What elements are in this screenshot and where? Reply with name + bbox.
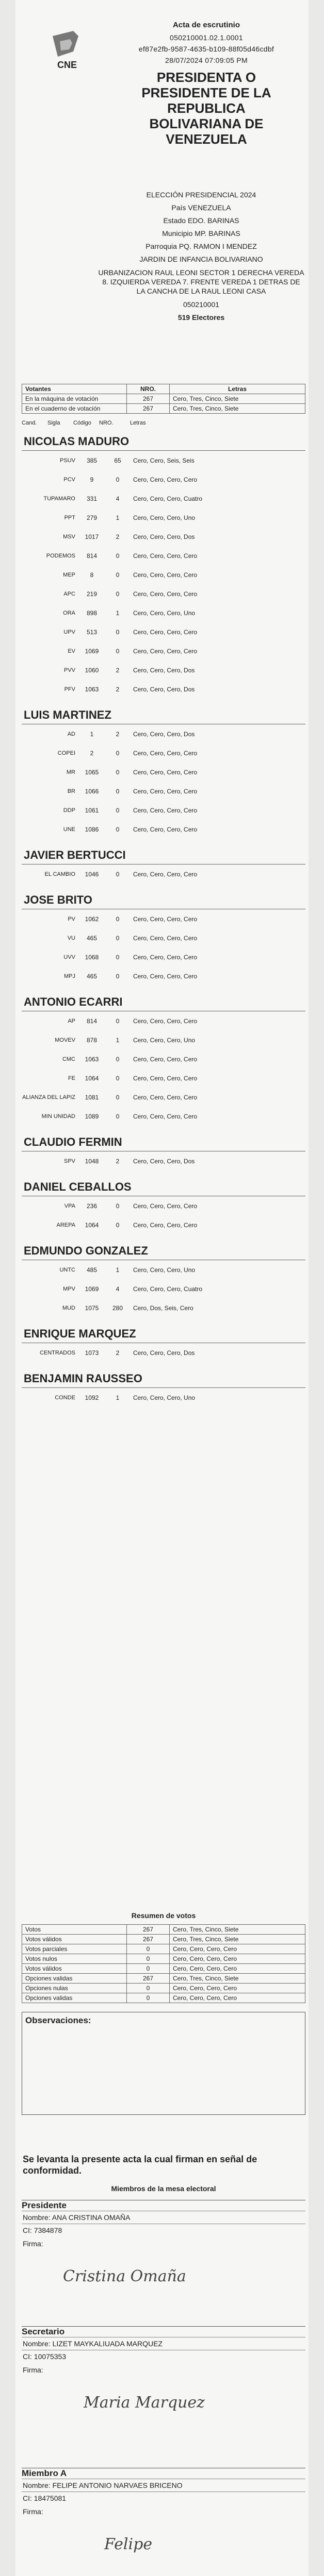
table-row: Opciones validas 267 Cero, Tres, Cinco, Siete	[22, 1974, 305, 1984]
party-votos: 0	[116, 1017, 120, 1025]
member-signature: Maria Marquez	[84, 2394, 205, 2412]
party-sigla: TUPAMARO	[43, 495, 75, 502]
party-codigo: 219	[86, 590, 98, 598]
candidate-name: ANTONIO ECARRI	[22, 992, 305, 1011]
table-row: Opciones nulas 0 Cero, Cero, Cero, Cero	[22, 1984, 305, 1993]
member-ci: CI: 7384878	[23, 2226, 62, 2234]
party-codigo: 1063	[85, 1055, 99, 1063]
party-letras: Cero, Cero, Cero, Cuatro	[133, 1285, 203, 1293]
party-letras: Cero, Cero, Cero, Uno	[133, 1394, 196, 1401]
resumen-title: Resumen de votos	[131, 1911, 196, 1920]
country-title: PRESIDENTA O PRESIDENTE DE LA REPUBLICA BOLIVARIANA DE VENEZUELA	[141, 70, 271, 147]
party-codigo: 513	[86, 628, 98, 636]
party-sigla: VU	[67, 935, 75, 941]
party-row	[22, 1279, 305, 1298]
acta-uuid: ef87e2fb-9587-4635-b109-88f05d46cdbf	[138, 45, 274, 53]
candidate-name: LUIS MARTINEZ	[22, 705, 305, 724]
party-letras: Cero, Cero, Cero, Cero	[133, 825, 198, 833]
party-votos: 0	[116, 870, 120, 878]
party-votos: 4	[116, 1285, 120, 1293]
party-letras: Cero, Cero, Cero, Cuatro	[133, 495, 203, 502]
candidate-block	[22, 845, 305, 884]
party-letras: Cero, Cero, Cero, Cero	[133, 972, 198, 980]
party-row	[22, 641, 305, 660]
party-row	[22, 1011, 305, 1030]
observaciones-box	[22, 2012, 305, 2115]
party-letras: Cero, Cero, Cero, Cero	[133, 768, 198, 776]
party-codigo: 279	[86, 514, 98, 521]
party-sigla: MEP	[63, 571, 75, 578]
party-codigo: 1065	[85, 768, 99, 776]
member-ci: CI: 18475081	[23, 2494, 67, 2502]
header-text-block	[106, 21, 307, 149]
party-codigo: 814	[86, 552, 98, 560]
party-row	[22, 527, 305, 546]
candidate-name: JOSE BRITO	[22, 890, 305, 909]
candidate-block	[22, 432, 305, 699]
party-votos: 0	[116, 628, 120, 636]
party-sigla: UVV	[63, 954, 75, 960]
party-sigla: FE	[68, 1075, 75, 1081]
pais: País VENEZUELA	[171, 204, 231, 212]
member-nombre: Nombre: FELIPE ANTONIO NARVAES BRICENO	[22, 2479, 305, 2492]
party-codigo: 1089	[85, 1112, 99, 1120]
party-row	[22, 1030, 305, 1049]
party-row	[22, 1260, 305, 1279]
party-votos: 1	[116, 514, 120, 521]
party-sigla: PCV	[63, 476, 75, 483]
party-codigo: 1017	[85, 533, 99, 540]
party-votos: 1	[116, 1394, 120, 1401]
party-votos: 0	[116, 1221, 120, 1229]
party-letras: Cero, Cero, Cero, Cero	[133, 1074, 198, 1082]
party-votos: 2	[116, 666, 120, 674]
party-votos: 0	[116, 934, 120, 942]
party-letras: Cero, Cero, Cero, Dos	[133, 533, 195, 540]
party-votos: 0	[116, 552, 120, 560]
party-letras: Cero, Cero, Cero, Cero	[133, 1017, 198, 1025]
party-codigo: 1048	[85, 1157, 99, 1165]
party-row	[22, 1107, 305, 1126]
party-votos: 0	[116, 1202, 120, 1210]
party-sigla: PV	[68, 916, 75, 922]
observaciones-label: Observaciones:	[25, 2015, 91, 2025]
party-sigla: PFV	[64, 686, 75, 692]
party-codigo: 1064	[85, 1074, 99, 1082]
party-letras: Cero, Cero, Cero, Cero	[133, 628, 198, 636]
candidate-name: ENRIQUE MARQUEZ	[22, 1324, 305, 1343]
party-codigo: 465	[86, 972, 98, 980]
party-codigo: 465	[86, 934, 98, 942]
table-row: Votos 267 Cero, Tres, Cinco, Siete	[22, 1925, 305, 1935]
party-sigla: MPV	[63, 1285, 75, 1292]
party-sigla: AREPA	[56, 1222, 75, 1228]
acta-header	[15, 0, 309, 185]
party-votos: 0	[116, 1112, 120, 1120]
party-votos: 0	[116, 768, 120, 776]
party-letras: Cero, Cero, Cero, Cero	[133, 915, 198, 923]
party-codigo: 9	[90, 476, 94, 483]
party-sigla: MOVEV	[55, 1037, 75, 1043]
centro: JARDIN DE INFANCIA BOLIVARIANO	[139, 255, 263, 263]
party-sigla: ORA	[63, 609, 75, 616]
party-sigla: EL CAMBIO	[44, 871, 75, 877]
party-votos: 2	[116, 1157, 120, 1165]
party-codigo: 1075	[85, 1304, 99, 1312]
party-row	[22, 928, 305, 947]
logo-text: CNE	[57, 60, 77, 70]
party-votos: 0	[116, 590, 120, 598]
party-votos: 4	[116, 495, 120, 502]
electores: 519 Electores	[177, 313, 225, 321]
member-block	[22, 2468, 305, 2553]
party-letras: Cero, Cero, Cero, Cero	[133, 953, 198, 961]
party-letras: Cero, Cero, Cero, Dos	[133, 730, 195, 738]
party-votos: 0	[116, 806, 120, 814]
party-votos: 2	[116, 1349, 120, 1357]
election-meta	[98, 191, 304, 326]
candidate-name: BENJAMIN RAUSSEO	[22, 1369, 305, 1388]
party-votos: 0	[116, 476, 120, 483]
party-row	[22, 865, 305, 884]
party-votos: 2	[116, 533, 120, 540]
member-nombre: Nombre: LIZET MAYKALIUADA MARQUEZ	[22, 2337, 305, 2350]
party-codigo: 1086	[85, 825, 99, 833]
party-sigla: PSUV	[60, 457, 75, 464]
party-letras: Cero, Cero, Cero, Cero	[133, 1093, 198, 1101]
party-votos: 0	[116, 1093, 120, 1101]
party-row	[22, 743, 305, 762]
party-codigo: 1046	[85, 870, 99, 878]
party-codigo: 1062	[85, 915, 99, 923]
party-votos: 1	[116, 609, 120, 617]
party-votos: 0	[116, 1074, 120, 1082]
party-letras: Cero, Cero, Cero, Cero	[133, 749, 198, 757]
party-row	[22, 1088, 305, 1107]
candidate-block	[22, 705, 305, 839]
table-row: En la máquina de votación 267 Cero, Tres, Cinco, Siete	[22, 394, 305, 404]
party-votos: 1	[116, 1266, 120, 1274]
party-row	[22, 1215, 305, 1234]
members-title: Miembros de la mesa electoral	[111, 2184, 216, 2193]
party-sigla: BR	[67, 788, 75, 794]
party-letras: Cero, Cero, Cero, Uno	[133, 609, 196, 617]
member-signature: Felipe	[104, 2535, 153, 2553]
member-role: Presidente	[22, 2200, 67, 2210]
party-sigla: CONDE	[55, 1394, 75, 1401]
candidate-name: EDMUNDO GONZALEZ	[22, 1241, 305, 1260]
party-row	[22, 603, 305, 622]
party-votos: 0	[116, 915, 120, 923]
party-letras: Cero, Cero, Cero, Uno	[133, 1036, 196, 1044]
candidate-name: NICOLAS MADURO	[22, 432, 305, 451]
party-codigo: 1073	[85, 1349, 99, 1357]
party-row	[22, 660, 305, 680]
party-letras: Cero, Cero, Cero, Dos	[133, 666, 195, 674]
party-sigla: PVV	[63, 667, 75, 673]
party-votos: 2	[116, 730, 120, 738]
party-row	[22, 801, 305, 820]
party-sigla: AP	[68, 1018, 75, 1024]
member-firma: Firma:	[23, 2366, 43, 2374]
party-sigla: CENTRADOS	[39, 1349, 75, 1356]
party-sigla: MIN UNIDAD	[41, 1113, 75, 1120]
party-letras: Cero, Cero, Cero, Cero	[133, 1202, 198, 1210]
party-votos: 0	[116, 953, 120, 961]
party-votos: 0	[116, 749, 120, 757]
candidate-name: DANIEL CEBALLOS	[22, 1177, 305, 1196]
table-row: Opciones validas 0 Cero, Cero, Cero, Cero	[22, 1993, 305, 2003]
candidate-block	[22, 1369, 305, 1407]
party-sigla: AD	[67, 731, 75, 737]
party-row	[22, 909, 305, 928]
parroquia: Parroquia PQ. RAMON I MENDEZ	[145, 242, 257, 250]
party-row	[22, 967, 305, 986]
party-votos: 1	[116, 1036, 120, 1044]
candidate-block	[22, 1241, 305, 1317]
codigo-centro: 050210001	[183, 300, 220, 309]
party-letras: Cero, Cero, Cero, Cero	[133, 1112, 198, 1120]
party-letras: Cero, Cero, Cero, Uno	[133, 514, 196, 521]
party-letras: Cero, Cero, Cero, Cero	[133, 1055, 198, 1063]
party-letras: Cero, Cero, Cero, Dos	[133, 1349, 195, 1357]
member-role: Secretario	[22, 2327, 65, 2336]
member-role: Miembro A	[22, 2468, 67, 2478]
member-block	[22, 2200, 305, 2285]
party-row	[22, 1298, 305, 1317]
party-sigla: COPEI	[57, 750, 75, 756]
party-sigla: APC	[63, 590, 75, 597]
party-votos: 0	[116, 825, 120, 833]
party-sigla: CMC	[62, 1056, 75, 1062]
party-sigla: MUD	[62, 1304, 75, 1311]
party-letras: Cero, Cero, Cero, Cero	[133, 806, 198, 814]
party-letras: Cero, Cero, Seis, Seis	[133, 456, 195, 464]
party-letras: Cero, Cero, Cero, Cero	[133, 787, 198, 795]
party-row	[22, 565, 305, 584]
party-letras: Cero, Cero, Cero, Dos	[133, 685, 195, 693]
party-sigla: UNTC	[59, 1266, 75, 1273]
party-letras: Cero, Cero, Cero, Cero	[133, 647, 198, 655]
party-sigla: UPV	[63, 629, 75, 635]
party-codigo: 878	[86, 1036, 98, 1044]
party-votos: 2	[116, 685, 120, 693]
party-letras: Cero, Cero, Cero, Cero	[133, 590, 198, 598]
acta-datetime: 28/07/2024 07:09:05 PM	[165, 56, 248, 64]
party-votos: 0	[116, 1055, 120, 1063]
party-sigla: MPJ	[64, 973, 75, 979]
party-sigla: EV	[68, 648, 75, 654]
party-letras: Cero, Cero, Cero, Uno	[133, 1266, 196, 1274]
member-signature: Cristina Omaña	[63, 2267, 186, 2285]
firman-statement: Se levanta la presente acta la cual firman en señal de conformidad.	[23, 2154, 257, 2176]
member-block	[22, 2326, 305, 2412]
eleccion: ELECCIÓN PRESIDENCIAL 2024	[146, 191, 256, 199]
candidate-name: CLAUDIO FERMIN	[22, 1132, 305, 1151]
party-codigo: 1064	[85, 1221, 99, 1229]
municipio: Municipio MP. BARINAS	[162, 229, 240, 238]
party-votos: 0	[116, 787, 120, 795]
party-sigla: ALIANZA DEL LAPIZ	[22, 1094, 75, 1100]
party-letras: Cero, Cero, Cero, Cero	[133, 476, 198, 483]
acta-serial: 050210001.02.1.0001	[170, 33, 243, 42]
party-row	[22, 584, 305, 603]
party-row	[22, 470, 305, 489]
party-row	[22, 1151, 305, 1171]
party-codigo: 1	[90, 730, 94, 738]
member-firma: Firma:	[23, 2507, 43, 2516]
acta-title: Acta de escrutinio	[172, 21, 240, 29]
table-row: Votos válidos 0 Cero, Cero, Cero, Cero	[22, 1964, 305, 1974]
votantes-table	[22, 384, 305, 414]
party-sigla: UNE	[63, 826, 75, 833]
party-codigo: 331	[86, 495, 98, 502]
member-nombre: Nombre: ANA CRISTINA OMAÑA	[22, 2211, 305, 2224]
party-votos: 0	[116, 571, 120, 579]
party-letras: Cero, Cero, Cero, Cero	[133, 552, 198, 560]
party-codigo: 898	[86, 609, 98, 617]
table-row: Votos válidos 267 Cero, Tres, Cinco, Siete	[22, 1935, 305, 1944]
candidate-block	[22, 1324, 305, 1362]
table-row: En el cuaderno de votación 267 Cero, Tres, Cinco, Siete	[22, 404, 305, 414]
votantes-header: Votantes	[22, 384, 127, 394]
party-row	[22, 546, 305, 565]
party-row	[22, 1343, 305, 1362]
party-codigo: 1068	[85, 953, 99, 961]
party-row	[22, 1196, 305, 1215]
party-codigo: 1061	[85, 806, 99, 814]
party-votos: 280	[112, 1304, 123, 1312]
party-codigo: 1066	[85, 787, 99, 795]
party-letras: Cero, Cero, Cero, Cero	[133, 1221, 198, 1229]
nro-header: NRO.	[127, 384, 170, 394]
party-letras: Cero, Cero, Cero, Cero	[133, 870, 198, 878]
party-codigo: 1092	[85, 1394, 99, 1401]
party-letras: Cero, Dos, Seis, Cero	[133, 1304, 193, 1312]
party-row	[22, 489, 305, 508]
party-codigo: 485	[86, 1266, 98, 1274]
party-codigo: 385	[86, 456, 98, 464]
party-sigla: PODEMOS	[46, 552, 75, 559]
candidate-name: JAVIER BERTUCCI	[22, 845, 305, 865]
table-row: Votos nulos 0 Cero, Cero, Cero, Cero	[22, 1954, 305, 1964]
party-sigla: MR	[66, 769, 75, 775]
party-sigla: PPT	[64, 514, 75, 521]
party-codigo: 1069	[85, 1285, 99, 1293]
party-row	[22, 622, 305, 641]
party-votos: 65	[114, 456, 121, 464]
party-codigo: 2	[90, 749, 94, 757]
member-ci: CI: 10075353	[23, 2352, 67, 2361]
party-sigla: MSV	[63, 533, 75, 540]
candidate-block	[22, 1132, 305, 1171]
candidate-block	[22, 992, 305, 1126]
party-row	[22, 782, 305, 801]
party-codigo: 1063	[85, 685, 99, 693]
party-votos: 0	[116, 972, 120, 980]
party-votos: 0	[116, 647, 120, 655]
party-row	[22, 762, 305, 782]
party-codigo: 236	[86, 1202, 98, 1210]
party-letras: Cero, Cero, Cero, Cero	[133, 571, 198, 579]
party-row	[22, 820, 305, 839]
party-codigo: 1081	[85, 1093, 99, 1101]
party-codigo: 8	[90, 571, 94, 579]
direccion: URBANIZACION RAUL LEONI SECTOR 1 DERECHA VEREDA 8. IZQUIERDA VEREDA 7. FRENTE VEREDA 1 DETRAS DE LA CANCHA DE LA RAUL LEONI CASA	[98, 268, 304, 295]
party-codigo: 1069	[85, 647, 99, 655]
party-sigla: SPV	[63, 1158, 75, 1164]
resumen-table	[22, 1924, 305, 2003]
table-row: Votos parciales 0 Cero, Cero, Cero, Cero	[22, 1944, 305, 1954]
party-row	[22, 1069, 305, 1088]
candidate-block	[22, 890, 305, 986]
acta-receipt	[15, 0, 309, 2576]
party-letras: Cero, Cero, Cero, Cero	[133, 934, 198, 942]
cne-logo	[42, 21, 92, 77]
party-row	[22, 508, 305, 527]
party-letras: Cero, Cero, Cero, Dos	[133, 1157, 195, 1165]
party-row	[22, 1388, 305, 1407]
letras-header: Letras	[170, 384, 305, 394]
member-firma: Firma:	[23, 2240, 43, 2248]
candidate-subheader: Cand. Sigla Código NRO. Letras	[22, 420, 146, 426]
candidate-block	[22, 1177, 305, 1234]
party-row	[22, 1049, 305, 1069]
party-sigla: DDP	[63, 807, 75, 814]
party-codigo: 1060	[85, 666, 99, 674]
party-row	[22, 680, 305, 699]
party-codigo: 814	[86, 1017, 98, 1025]
party-sigla: VPA	[64, 1202, 75, 1209]
party-row	[22, 724, 305, 743]
party-row	[22, 451, 305, 470]
party-row	[22, 947, 305, 967]
estado: Estado EDO. BARINAS	[163, 216, 239, 225]
